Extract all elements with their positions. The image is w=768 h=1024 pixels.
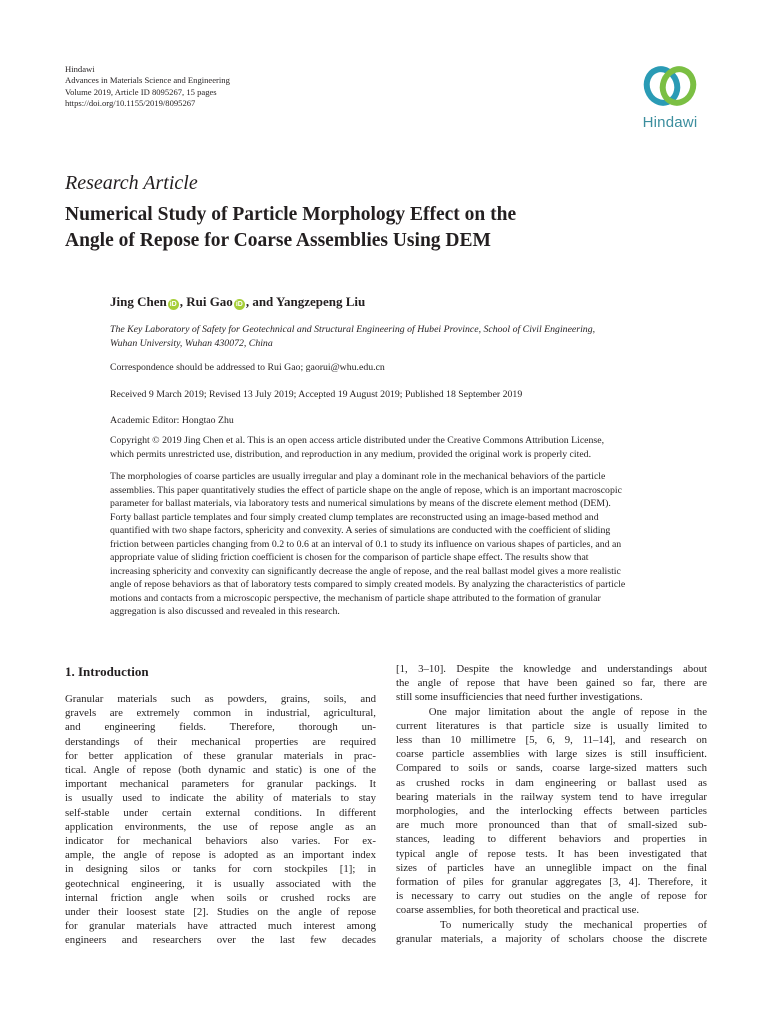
body-column-left [65,692,376,948]
article-title [65,202,705,254]
volume-info: Volume 2019, Article ID 8095267, 15 pages [65,86,217,97]
author-name: Rui Gao [186,294,233,309]
body-line: gravels are extremely common in industrial, agricultural, [65,707,376,720]
body-line: coarse assemblies, for both theoretical and practical use. [396,904,640,917]
body-line: less than 10 millimetre [5, 6, 9, 11–14], and research on [396,734,707,747]
body-line: is usually used to indicate the ability of materials to stay [65,792,376,805]
body-line: indicator for mechanical behaviors also varies. For ex- [65,835,376,848]
body-line: geotechnical engineering, it is usually associated with the [65,877,376,890]
body-line: important mechanical parameters for granular packings. It [65,778,376,791]
body-line: One major limitation about the angle of repose in the [396,705,707,718]
body-line: [1, 3–10]. Despite the knowledge and understandings about [396,663,707,675]
article-type: Research Article [65,172,198,194]
body-line: morphologies, and the interlocking effects between particles [396,805,707,818]
author-list [110,294,365,310]
body-line: internal friction angle when soils or crushed rocks are [65,891,376,904]
body-line: in designing silos or tanks for corn stockpiles [1]; in [65,863,376,876]
abstract-line: Forty ballast particle templates and four simply created clump templates are reconstructed using an image-based method and [110,511,599,523]
body-line: still some insufficiencies that need further investigations. [396,691,643,704]
abstract-line: The morphologies of coarse particles are usually irregular and play a dominant role in the mechanical behaviors of the particle [110,471,606,482]
journal-name: Advances in Materials Science and Engineering [65,75,230,86]
body-line: Compared to soils or sands, coarse large-sized matters such [396,762,707,775]
body-line: for better application of these granular materials in prac- [65,749,376,762]
body-line: granular materials, a majority of scholars choose the discrete [396,932,707,945]
author-name: Jing Chen [110,294,167,309]
copyright-notice [110,434,710,461]
body-line: under their loosest state [2]. Studies on the angle of repose [65,906,376,919]
abstract-line: increasing sphericity and convexity can significantly decrease the angle of repose, and the real ballast model gives a more realistic [110,565,621,577]
body-line: tical. Angle of repose (both dynamic and static) is one of the [65,764,376,777]
abstract-line: parameter for ballast materials, via laboratory tests and numerical simulations by means of the discrete element method (DEM). [110,498,611,509]
copyright-line: Copyright © 2019 Jing Chen et al. This is an open access article distributed under the Creative Commons Attribution License, [110,435,605,446]
author-separator: , [179,294,187,309]
abstract-line: assemblies. This paper quantitatively studies the effect of particle shape on the angle of repose, which is an important macroscopic [110,484,622,496]
hindawi-logo-icon [640,62,700,112]
academic-editor: Academic Editor: Hongtao Zhu [110,415,234,426]
doi-link[interactable]: https://doi.org/10.1155/2019/8095267 [65,98,196,109]
body-column-right [396,662,707,946]
affiliation-line: Wuhan University, Wuhan 430072, China [110,337,273,349]
body-line: for granular materials have attracted much interest among [65,920,376,933]
body-line: formation of piles for granular aggregates [3, 4]. Therefore, it [396,876,707,889]
affiliation-line: The Key Laboratory of Safety for Geotechnical and Structural Engineering of Hubei Province, School of Civil Engineering, [110,324,596,335]
body-line: is necessary to carry out studies on the angle of repose for [396,890,707,903]
body-line: current literatures is that particle size is usually limited to [396,719,707,732]
body-line: the angle of repose that have been gained so far, there are [396,677,707,690]
abstract-line: quantified with two shape factors, sphericity and convexity. A series of simulations are conducted with the coefficient of sliding [110,525,611,536]
title-line: Angle of Repose for Coarse Assemblies Using DEM [65,230,491,251]
body-line: typical angle of repose tests. It has been investigated that [396,847,707,860]
body-line: application environments, the use of repose angle as an [65,820,376,833]
body-line: as crushed rocks in dam engineering or ballast used as [396,776,707,789]
publication-dates: Received 9 March 2019; Revised 13 July 2019; Accepted 19 August 2019; Published 18 September 2019 [110,389,523,400]
hindawi-logo [630,62,710,132]
author-separator: , and [245,294,277,309]
body-line: coarse particle assemblies with large sizes is still insufficient. [396,748,707,761]
body-line: stances, leading to different behaviors and properties in [396,833,707,846]
orcid-icon[interactable]: iD [169,301,177,308]
abstract-line: angle of repose behaviors as that of laboratory tests compared to simply created models. By analyzing the characteristics of particle [110,579,626,590]
abstract-line: motions and contacts from a microscopic perspective, the mechanism of particle shape attributed to the formation of granular [110,592,601,604]
affiliation [110,323,710,350]
copyright-line: which permits unrestricted use, distribution, and reproduction in any medium, provided the original work is properly cited. [110,448,592,460]
abstract-line: appropriate value of sliding friction coefficient is chosen for the comparison of particle shape effect. The results show that [110,552,589,563]
body-line: derstandings of their mechanical properties are required [65,735,376,748]
orcid-icon[interactable]: iD [235,301,243,308]
body-line: bearing materials in the railway system tend to have irregular [396,790,707,803]
abstract-line: friction between particles changing from 0.2 to 0.6 at an interval of 0.1 to study its influence on various shapes of particles, and an [110,538,622,550]
body-line: engineers and researchers over the last few decades [65,934,376,947]
abstract-line: aggregation is also discussed and revealed in this research. [110,606,340,617]
body-line: sizes of particles have an unneglible impact on the final [396,861,707,874]
correspondence: Correspondence should be addressed to Rui Gao; gaorui@whu.edu.cn [110,362,385,373]
title-line: Numerical Study of Particle Morphology Effect on the [65,204,517,225]
logo-text: Hindawi [642,114,698,131]
body-line: To numerically study the mechanical properties of [396,918,707,931]
body-line: ample, the angle of repose is adopted as an important index [65,849,376,862]
body-line: Granular materials such as powders, grains, soils, and [65,693,376,705]
journal-info [65,64,230,110]
body-line: self-stable under certain external conditions. In different [65,806,376,819]
section-heading: 1. Introduction [65,664,149,679]
body-line: are much more pronounced than that of small-sized sub- [396,819,707,832]
body-line: and engineering fields. Therefore, thorough un- [65,721,376,734]
publisher-name: Hindawi [65,64,95,74]
abstract [110,470,710,619]
author-name: Yangzepeng Liu [276,294,366,309]
